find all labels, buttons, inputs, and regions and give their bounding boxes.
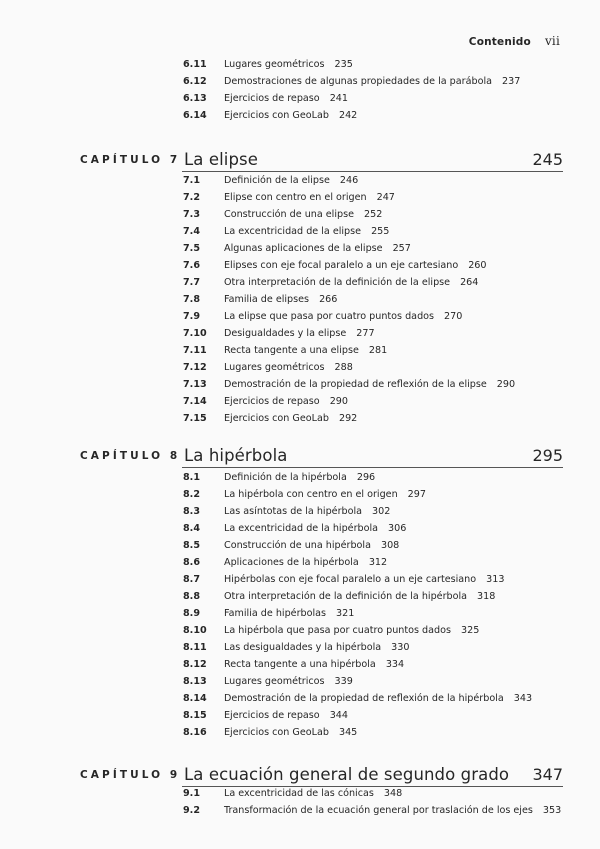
- entry-number: 8.4: [183, 523, 200, 534]
- toc-entry[interactable]: [183, 359, 353, 376]
- entry-title: Elipses con eje focal paralelo a un eje cartesiano: [224, 260, 459, 271]
- entry-page: 270: [444, 311, 463, 322]
- entry-page: 313: [486, 574, 505, 585]
- entry-title: Las asíntotas de la hipérbola: [224, 506, 363, 517]
- toc-entry[interactable]: [183, 342, 387, 359]
- entry-title: Ejercicios de repaso: [224, 93, 320, 104]
- entry-number: 9.2: [183, 805, 200, 816]
- running-head: [469, 34, 560, 48]
- toc-entry[interactable]: [183, 376, 515, 393]
- chapter-label: CAPÍTULO 9: [80, 769, 181, 781]
- entry-number: 8.13: [183, 676, 207, 687]
- entry-number: 8.1: [183, 472, 200, 483]
- entry-number: 8.5: [183, 540, 200, 551]
- entry-title: Construcción de una elipse: [224, 209, 355, 220]
- entry-page: 281: [368, 345, 388, 356]
- entry-title: Ejercicios de repaso: [224, 710, 320, 721]
- entry-page: 325: [461, 625, 480, 636]
- chapter-page: 245: [532, 150, 563, 169]
- toc-entry[interactable]: [183, 622, 479, 639]
- entry-number: 8.7: [183, 574, 200, 585]
- entry-title: Definición de la hipérbola: [224, 472, 347, 483]
- entry-number: 9.1: [183, 788, 200, 799]
- entry-page: 290: [496, 379, 516, 390]
- toc-entry[interactable]: [183, 785, 402, 802]
- entry-title: Aplicaciones de la hipérbola: [224, 557, 359, 568]
- toc-entry[interactable]: [183, 486, 426, 503]
- entry-page: 237: [501, 76, 521, 87]
- chapter-title: La hipérbola: [184, 446, 288, 465]
- entry-page: 296: [356, 472, 376, 483]
- toc-entry[interactable]: [183, 707, 348, 724]
- entry-title: La elipse que pasa por cuatro puntos dados: [224, 311, 435, 322]
- chapter-label: CAPÍTULO 7: [80, 154, 181, 166]
- chapter-title: La ecuación general de segundo grado: [184, 765, 510, 784]
- entry-title: Lugares geométricos: [224, 676, 325, 687]
- toc-entry[interactable]: [183, 410, 357, 427]
- entry-number: 8.14: [183, 693, 207, 704]
- entry-page: 288: [334, 362, 353, 373]
- entry-title: Algunas aplicaciones de la elipse: [224, 243, 383, 254]
- entry-title: Otra interpretación de la definición de la hipérbola: [224, 591, 468, 602]
- toc-entry[interactable]: [183, 223, 389, 240]
- toc-entry[interactable]: [183, 724, 357, 741]
- entry-page: 339: [334, 676, 353, 687]
- entry-page: 241: [329, 93, 348, 104]
- toc-entry[interactable]: [183, 257, 487, 274]
- entry-page: 348: [383, 788, 403, 799]
- entry-page: 353: [542, 805, 562, 816]
- entry-page: 318: [477, 591, 496, 602]
- entry-number: 7.9: [183, 311, 200, 322]
- entry-page: 345: [338, 727, 358, 738]
- entry-page: 277: [356, 328, 375, 339]
- chapter-page: 295: [532, 446, 563, 465]
- entry-title: La hipérbola que pasa por cuatro puntos dados: [224, 625, 451, 636]
- toc-entry[interactable]: [183, 639, 409, 656]
- toc-entry[interactable]: [183, 240, 411, 257]
- entry-number: 7.7: [183, 277, 200, 288]
- entry-title: Recta tangente a una hipérbola: [224, 659, 376, 670]
- chapter-rule: [182, 467, 563, 468]
- entry-page: 255: [371, 226, 390, 237]
- entry-title: Familia de hipérbolas: [224, 608, 327, 619]
- entry-number: 6.13: [183, 93, 207, 104]
- entry-title: Familia de elipses: [224, 294, 310, 305]
- toc-entry[interactable]: [183, 189, 395, 206]
- entry-number: 7.15: [183, 413, 207, 424]
- entry-number: 7.12: [183, 362, 207, 373]
- entry-number: 7.11: [183, 345, 207, 356]
- entry-number: 8.6: [183, 557, 200, 568]
- toc-entry[interactable]: [183, 571, 504, 588]
- entry-page: 344: [329, 710, 348, 721]
- entry-title: La excentricidad de la hipérbola: [224, 523, 379, 534]
- entry-title: Ejercicios con GeoLab: [224, 413, 329, 424]
- toc-entry[interactable]: [183, 206, 382, 223]
- toc-entry[interactable]: [183, 520, 406, 537]
- entry-number: 7.2: [183, 192, 200, 203]
- entry-page: 252: [364, 209, 383, 220]
- chapter-label: CAPÍTULO 8: [80, 450, 181, 462]
- entry-title: Definición de la elipse: [224, 175, 330, 186]
- entry-page: 260: [468, 260, 487, 271]
- entry-page: 266: [319, 294, 338, 305]
- entry-title: La hipérbola con centro en el origen: [224, 489, 398, 500]
- toc-entry[interactable]: [183, 172, 358, 189]
- entry-page: 302: [372, 506, 391, 517]
- toc-entry[interactable]: [183, 605, 354, 622]
- entry-title: Las desigualdades y la hipérbola: [224, 642, 382, 653]
- entry-title: Lugares geométricos: [224, 59, 325, 70]
- entry-number: 8.8: [183, 591, 200, 602]
- toc-entry[interactable]: [183, 537, 399, 554]
- entry-number: 7.13: [183, 379, 207, 390]
- entry-page: 290: [329, 396, 348, 407]
- entry-number: 8.9: [183, 608, 200, 619]
- toc-entry[interactable]: [183, 325, 375, 342]
- entry-title: Recta tangente a una elipse: [224, 345, 359, 356]
- entry-number: 6.12: [183, 76, 207, 87]
- entry-title: Ejercicios con GeoLab: [224, 110, 329, 121]
- entry-number: 6.14: [183, 110, 207, 121]
- entry-page: 292: [338, 413, 358, 424]
- entry-page: 247: [376, 192, 395, 203]
- entry-title: Elipse con centro en el origen: [224, 192, 367, 203]
- toc-entry[interactable]: [183, 690, 532, 707]
- entry-page: 257: [392, 243, 411, 254]
- entry-title: La excentricidad de las cónicas: [224, 788, 374, 799]
- entry-number: 6.11: [183, 59, 207, 70]
- toc-entry[interactable]: [183, 393, 348, 410]
- entry-number: 7.5: [183, 243, 200, 254]
- toc-entry[interactable]: [183, 107, 357, 124]
- header-page-number: vii: [544, 34, 560, 48]
- chapter-9-heading[interactable]: [80, 760, 563, 784]
- entry-page: 334: [385, 659, 405, 670]
- toc-entry[interactable]: [183, 274, 478, 291]
- entry-number: 8.10: [183, 625, 207, 636]
- toc-entry[interactable]: [183, 73, 520, 90]
- toc-entry[interactable]: [183, 802, 561, 819]
- entry-page: 246: [339, 175, 359, 186]
- entry-number: 7.1: [183, 175, 200, 186]
- entry-page: 330: [391, 642, 410, 653]
- entry-number: 8.11: [183, 642, 207, 653]
- entry-page: 235: [334, 59, 353, 70]
- entry-number: 7.8: [183, 294, 200, 305]
- entry-page: 306: [388, 523, 407, 534]
- entry-number: 7.10: [183, 328, 207, 339]
- toc-entry[interactable]: [183, 56, 353, 73]
- entry-number: 8.3: [183, 506, 200, 517]
- toc-entry[interactable]: [183, 308, 462, 325]
- entry-number: 8.12: [183, 659, 207, 670]
- entry-page: 308: [380, 540, 400, 551]
- entry-title: Otra interpretación de la definición de la elipse: [224, 277, 451, 288]
- toc-entry[interactable]: [183, 656, 404, 673]
- entry-page: 242: [338, 110, 358, 121]
- entry-page: 312: [368, 557, 388, 568]
- entry-number: 8.2: [183, 489, 200, 500]
- entry-page: 297: [407, 489, 426, 500]
- entry-title: La excentricidad de la elipse: [224, 226, 362, 237]
- header-section: Contenido: [468, 36, 531, 48]
- entry-title: Transformación de la ecuación general por traslación de los ejes: [224, 805, 533, 816]
- chapter-8-heading[interactable]: [80, 441, 563, 465]
- entry-title: Ejercicios de repaso: [224, 396, 320, 407]
- chapter-title: La elipse: [184, 150, 258, 169]
- entry-title: Ejercicios con GeoLab: [224, 727, 329, 738]
- chapter-page: 347: [532, 765, 563, 784]
- toc-entry[interactable]: [183, 588, 495, 605]
- entry-number: 7.14: [183, 396, 207, 407]
- entry-title: Demostraciones de algunas propiedades de la parábola: [224, 76, 492, 87]
- entry-title: Construcción de una hipérbola: [224, 540, 371, 551]
- entry-number: 8.15: [183, 710, 207, 721]
- entry-title: Hipérbolas con eje focal paralelo a un eje cartesiano: [224, 574, 477, 585]
- toc-entry[interactable]: [183, 554, 387, 571]
- toc-entry[interactable]: [183, 673, 353, 690]
- entry-number: 7.3: [183, 209, 200, 220]
- entry-number: 7.6: [183, 260, 200, 271]
- toc-entry[interactable]: [183, 291, 337, 308]
- entry-title: Demostración de la propiedad de reflexión de la elipse: [224, 379, 487, 390]
- entry-title: Desigualdades y la elipse: [224, 328, 347, 339]
- entry-page: 321: [336, 608, 355, 619]
- toc-entry[interactable]: [183, 469, 375, 486]
- entry-number: 7.4: [183, 226, 200, 237]
- entry-title: Demostración de la propiedad de reflexión de la hipérbola: [224, 693, 504, 704]
- entry-title: Lugares geométricos: [224, 362, 325, 373]
- chapter-7-heading[interactable]: [80, 145, 563, 169]
- toc-entry[interactable]: [183, 90, 348, 107]
- entry-number: 8.16: [183, 727, 207, 738]
- toc-entry[interactable]: [183, 503, 390, 520]
- entry-page: 343: [513, 693, 533, 704]
- entry-page: 264: [460, 277, 479, 288]
